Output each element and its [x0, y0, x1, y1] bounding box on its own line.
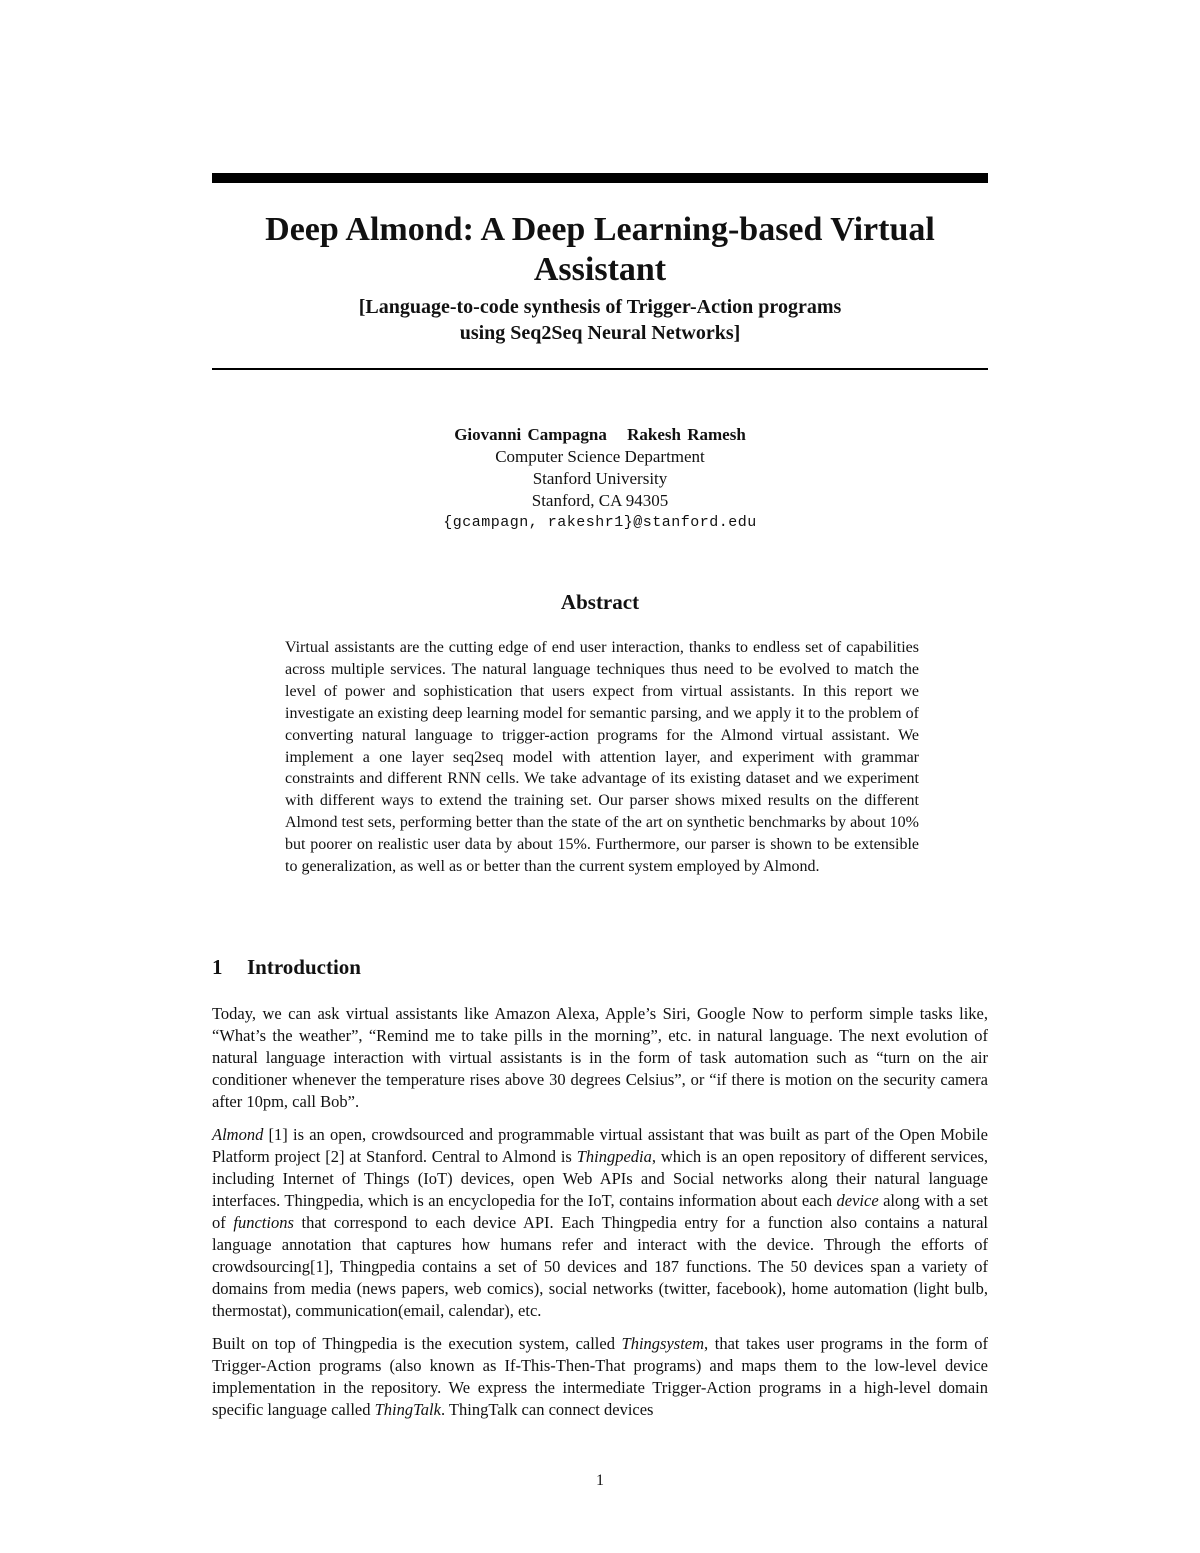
section-title: Introduction: [247, 955, 361, 979]
title-block: [212, 210, 988, 346]
author-department: Computer Science Department: [495, 447, 705, 466]
abstract-heading: Abstract: [560, 590, 640, 614]
paper-subtitle-line1: [Language-to-code synthesis of Trigger-Action programs: [358, 296, 842, 318]
page-number: 1: [596, 1472, 604, 1489]
text-run: Built on top of Thingpedia is the execution system, called: [212, 1334, 622, 1353]
text-run: , which is an open repository of different services, including Internet of Things (IoT) devices, open Web APIs and Social networks along their natural language interfaces. Thingpedia, which is an encyclopedia for the IoT, contains information about each: [212, 1147, 988, 1210]
author-names: [212, 424, 988, 446]
title-bottom-rule: [212, 368, 988, 370]
term-thingpedia: Thingpedia: [576, 1147, 652, 1166]
section-number: 1: [212, 955, 223, 979]
author-block: [212, 424, 988, 534]
paper-title-line2: Assistant: [533, 251, 667, 288]
text-run: , that takes user programs in the form of Trigger-Action programs (also known as If-This-Then-That programs) and maps them to the low-level device implementation in the repository. We express the intermediate Trigger-Action programs in a high-level domain specific language called: [212, 1334, 988, 1419]
text-run: along with a set of: [212, 1191, 988, 1232]
abstract-text: Virtual assistants are the cutting edge of end user interaction, thanks to endless set of capabilities across multiple services. The natural language techniques thus need to be evolved to match the level of power and sophistication that users expect from virtual assistants. In this report we investigate an existing deep learning model for semantic parsing, and we apply it to the problem of converting natural language to trigger-action programs for the Almond virtual assistant. We implement a one layer seq2seq model with attention layer, and experiment with grammar constraints and different RNN cells. We take advantage of its existing dataset and we experiment with different ways to extend the training set. Our parser shows mixed results on the different Almond test sets, performing better than the state of the art on synthetic benchmarks by about 10% but poorer on realistic user data by about 15%. Furthermore, our parser is shown to be extensible to generalization, as well as or better than the current system employed by Almond.: [285, 639, 919, 876]
text-run: that correspond to each device API. Each Thingpedia entry for a function also contains a natural language annotation that captures how humans refer and interact with the device. Through the efforts of crowdsourcing[1], Thingpedia contains a set of 50 devices and 187 functions. The 50 devices span a variety of domains from media (news papers, web comics), social networks (twitter, facebook), home automation (light bulb, thermostat), communication(email, calendar), etc.: [212, 1213, 988, 1320]
term-thingsystem: Thingsystem: [621, 1334, 705, 1353]
author-name: Rakesh Ramesh: [627, 425, 746, 444]
author-name: Giovanni Campagna: [454, 425, 607, 444]
term-device: device: [836, 1191, 879, 1210]
intro-paragraph-3: [212, 1333, 988, 1421]
introduction-body: [212, 1003, 988, 1432]
author-location: Stanford, CA 94305: [531, 491, 669, 510]
author-email: {gcampagn, rakeshr1}@stanford.edu: [443, 514, 757, 531]
paper-title-line1: Deep Almond: A Deep Learning-based Virtual: [265, 211, 935, 248]
author-university: Stanford University: [532, 469, 668, 488]
section-heading-introduction: [212, 953, 988, 981]
top-thick-rule: [212, 173, 988, 183]
paper-subtitle-line2: using Seq2Seq Neural Networks]: [459, 322, 741, 344]
text-run: . ThingTalk can connect devices: [440, 1400, 654, 1419]
term-thingtalk: ThingTalk: [374, 1400, 441, 1419]
intro-paragraph-1: Today, we can ask virtual assistants like Amazon Alexa, Apple’s Siri, Google Now to perform simple tasks like, “What’s the weather”, “Remind me to take pills in the morning”, etc. in natural language. The next evolution of natural language interaction with virtual assistants is in the form of task automation such as “turn on the air conditioner whenever the temperature rises above 30 degrees Celsius”, or “if there is motion on the security camera after 10pm, call Bob”.: [212, 1004, 988, 1111]
intro-paragraph-2: [212, 1124, 988, 1322]
text-run: [1] is an open, crowdsourced and programmable virtual assistant that was built as part of the Open Mobile Platform project [2] at Stanford. Central to Almond is: [212, 1125, 988, 1166]
term-almond: Almond: [212, 1125, 264, 1144]
term-functions: functions: [233, 1213, 294, 1232]
paper-subtitle: [212, 294, 988, 346]
paper-title: [212, 210, 988, 290]
